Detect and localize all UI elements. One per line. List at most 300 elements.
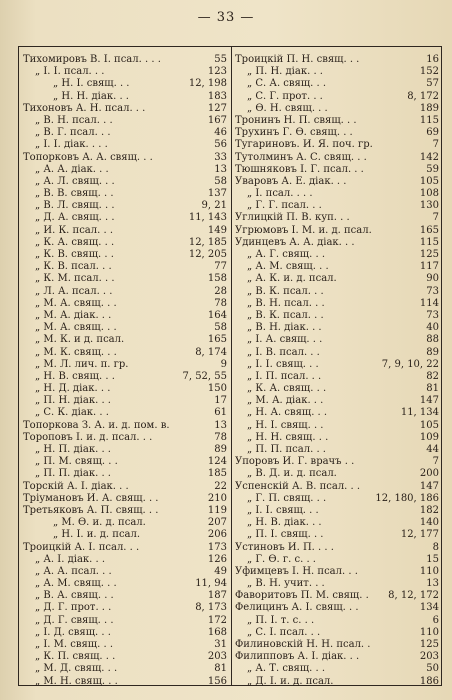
entry-page-refs: 137 xyxy=(207,188,227,200)
index-entry xyxy=(235,188,439,200)
entry-name: „ К. П. свящ. . . xyxy=(35,651,116,663)
index-entry xyxy=(235,103,439,115)
index-entry xyxy=(23,602,227,614)
index-entry xyxy=(23,383,227,395)
entry-page-refs: 109 xyxy=(419,431,439,443)
index-entry xyxy=(235,54,439,66)
entry-page-refs: 73 xyxy=(426,285,439,297)
entry-page-refs: 8, 173 xyxy=(195,602,227,614)
index-entry xyxy=(23,554,227,566)
index-entry xyxy=(23,139,227,151)
entry-name: Трухинъ Г. Ѳ. свящ. . . xyxy=(235,127,353,139)
entry-name: „ К. В. псал. . . xyxy=(35,261,112,273)
entry-name: „ А. А. діак. . . xyxy=(35,163,109,175)
entry-page-refs: 12, 180, 186 xyxy=(375,492,439,504)
entry-name: „ І. В. псал. . . xyxy=(247,346,320,358)
entry-page-refs: 149 xyxy=(207,224,227,236)
entry-page-refs: 115 xyxy=(419,236,439,248)
entry-page-refs: 11, 134 xyxy=(400,407,439,419)
index-entry xyxy=(235,444,439,456)
entry-page-refs: 203 xyxy=(207,651,227,663)
entry-page-refs: 183 xyxy=(207,90,227,102)
entry-name: „ И. К. псал. . . xyxy=(35,224,114,236)
entry-page-refs: 115 xyxy=(419,114,439,126)
entry-name: „ С. А. свящ. . . xyxy=(247,78,327,90)
entry-name: Удинцевъ А. А. діак. . . xyxy=(235,236,355,248)
entry-name: „ А. Г. свящ. . . xyxy=(247,249,325,260)
entry-page-refs: 58 xyxy=(214,175,227,187)
entry-page-refs: 165 xyxy=(419,224,439,236)
entry-name: „ В. Н. псал. . . xyxy=(247,297,325,309)
index-entry xyxy=(23,481,227,493)
index-entry xyxy=(235,359,439,371)
index-entry xyxy=(23,237,227,249)
entry-name: Филипповъ А. І. діак. . . xyxy=(235,651,360,663)
index-entry xyxy=(235,237,439,249)
index-entry xyxy=(235,78,439,90)
entry-page-refs: 89 xyxy=(214,444,227,455)
entry-page-refs: 78 xyxy=(214,431,227,443)
index-entry xyxy=(235,273,439,285)
entry-name: „ В. Д. и. д. псал. xyxy=(247,468,337,480)
index-entry xyxy=(23,310,227,322)
index-entry xyxy=(23,127,227,139)
index-entry xyxy=(235,127,439,139)
entry-name: Топоркова З. А. и. д. пом. в. xyxy=(23,419,170,431)
entry-page-refs: 130 xyxy=(419,200,439,212)
entry-name: Тороповъ І. и. д. псал. . . xyxy=(23,431,153,443)
index-entry xyxy=(235,566,439,578)
entry-page-refs: 49 xyxy=(214,565,227,577)
entry-page-refs: 105 xyxy=(419,175,439,187)
entry-page-refs: 12, 198 xyxy=(188,78,227,90)
entry-name: Третьяковъ А. П. свящ. . . xyxy=(23,504,159,516)
entry-page-refs: 124 xyxy=(207,456,227,468)
entry-page-refs: 150 xyxy=(207,383,227,395)
index-entry xyxy=(23,347,227,359)
index-entry xyxy=(23,420,227,432)
entry-page-refs: 187 xyxy=(207,590,227,602)
index-entry xyxy=(23,395,227,407)
index-entry xyxy=(23,432,227,444)
entry-name: „ Н. А. свящ. . . xyxy=(247,407,328,419)
entry-name: „ В. В. свящ. . . xyxy=(35,188,114,200)
index-entry xyxy=(235,639,439,651)
index-entry xyxy=(235,517,439,529)
index-entry xyxy=(23,651,227,663)
entry-name: Фаворитовъ П. М. свящ. . xyxy=(235,590,369,602)
entry-page-refs: 164 xyxy=(207,309,227,321)
entry-page-refs: 110 xyxy=(419,626,439,638)
entry-page-refs: 6 xyxy=(432,614,439,626)
entry-name: „ В. Г. псал. . . xyxy=(35,127,111,139)
index-entry xyxy=(235,249,439,261)
entry-name: Тюшняковъ І. Г. псал. . . xyxy=(235,163,364,175)
index-entry xyxy=(235,505,439,517)
entry-name: „ В. Н. діак. . . xyxy=(247,322,322,334)
entry-page-refs: 152 xyxy=(419,66,439,78)
index-entry xyxy=(235,66,439,78)
entry-page-refs: 7 xyxy=(432,212,439,224)
index-entry xyxy=(235,651,439,663)
entry-page-refs: 110 xyxy=(419,565,439,577)
entry-page-refs: 50 xyxy=(426,663,439,675)
entry-name: „ Н. В. діак. . . xyxy=(247,517,322,529)
entry-name: „ Д. Г. свящ. . . xyxy=(35,614,114,626)
entry-name: „ І. І. діак. . . . xyxy=(35,139,108,151)
entry-name: „ І. М. свящ. . . xyxy=(35,639,113,650)
index-entry xyxy=(235,347,439,359)
entry-page-refs: 69 xyxy=(426,127,439,139)
index-entry xyxy=(23,639,227,651)
entry-name: Упоровъ И. Г. врачъ . . xyxy=(235,456,355,468)
index-entry xyxy=(235,676,439,688)
index-entry xyxy=(23,468,227,480)
index-entry xyxy=(235,310,439,322)
entry-name: „ В. А. свящ. . . xyxy=(35,590,114,602)
index-entry xyxy=(235,542,439,554)
entry-page-refs: 8, 12, 172 xyxy=(388,590,439,602)
entry-name: „ М. К. и д. псал. xyxy=(35,334,125,346)
index-entry xyxy=(235,334,439,346)
entry-page-refs: 147 xyxy=(419,480,439,492)
entry-page-refs: 17 xyxy=(214,395,227,407)
entry-page-refs: 78 xyxy=(214,297,227,309)
entry-page-refs: 46 xyxy=(214,127,227,139)
entry-name: „ А. І. діак. . . xyxy=(35,553,106,565)
index-entry xyxy=(23,505,227,517)
entry-page-refs: 56 xyxy=(214,139,227,151)
index-entry xyxy=(23,115,227,127)
index-entry xyxy=(23,371,227,383)
entry-page-refs: 173 xyxy=(207,541,227,553)
index-entry xyxy=(235,286,439,298)
entry-name: „ Г. Г. псал. . . xyxy=(247,200,322,212)
entry-name: Уваровъ А. Е. діак. . . xyxy=(235,175,347,187)
index-entry xyxy=(235,578,439,590)
entry-name: „ П. Н. діак. . . xyxy=(35,395,111,407)
entry-page-refs: 186 xyxy=(419,675,439,687)
entry-name: „ А. Т. свящ. . . xyxy=(247,663,326,675)
index-entry xyxy=(23,407,227,419)
entry-name: „ М. А. діак. . . xyxy=(247,395,324,407)
index-entry xyxy=(235,212,439,224)
index-entry xyxy=(235,322,439,334)
index-entry xyxy=(235,529,439,541)
entry-name: „ В. Н. псал. . . xyxy=(35,114,113,126)
entry-page-refs: 13 xyxy=(214,163,227,175)
entry-name: „ К. М. псал. . . xyxy=(35,273,115,285)
index-entry xyxy=(235,115,439,127)
entry-name: „ М. Ѳ. и. д. псал. xyxy=(53,517,146,529)
entry-page-refs: 61 xyxy=(214,407,227,419)
index-entry xyxy=(235,298,439,310)
index-entry xyxy=(23,298,227,310)
entry-name: „ М. А. свящ. . . xyxy=(35,322,117,334)
entry-page-refs: 12, 185 xyxy=(188,236,227,248)
index-entry xyxy=(23,212,227,224)
entry-name: „ С. К. діак. . . xyxy=(35,407,109,419)
entry-name: „ Н. І. свящ. . . xyxy=(53,78,130,90)
index-entry xyxy=(23,103,227,115)
index-entry xyxy=(23,164,227,176)
entry-name: „ В. Л. свящ. . . xyxy=(35,200,115,212)
entry-page-refs: 8, 174 xyxy=(195,346,227,358)
entry-name: „ Н. Н. діак. . . xyxy=(53,90,129,102)
page-number: — 33 — xyxy=(197,10,255,25)
entry-name: „ М. Л. лич. п. гр. xyxy=(35,358,129,370)
index-entry xyxy=(235,200,439,212)
index-entry xyxy=(23,286,227,298)
entry-page-refs: 8 xyxy=(432,541,439,553)
entry-name: „ Н. П. діак. . . xyxy=(35,444,111,455)
index-entry xyxy=(23,517,227,529)
entry-name: Углицкій П. В. куп. . . xyxy=(235,212,350,224)
index-entry xyxy=(235,615,439,627)
entry-name: „ А. М. свящ. . . xyxy=(247,261,329,273)
entry-page-refs: 114 xyxy=(419,297,439,309)
entry-page-refs: 28 xyxy=(214,285,227,297)
entry-page-refs: 11, 94 xyxy=(195,578,227,590)
entry-page-refs: 73 xyxy=(426,309,439,321)
entry-name: „ С. Г. прот. . . xyxy=(247,90,323,102)
index-entry xyxy=(235,468,439,480)
entry-page-refs: 11, 143 xyxy=(188,212,227,224)
entry-name: Торскій А. І. діак. . . xyxy=(23,480,129,492)
entry-page-refs: 134 xyxy=(419,602,439,614)
entry-name: „ П. М. свящ. . . xyxy=(35,456,118,468)
entry-name: Тріумановъ И. А. свящ. . . xyxy=(23,492,159,504)
entry-name: „ К. А. свящ. . . xyxy=(35,236,115,248)
entry-page-refs: 13 xyxy=(214,419,227,431)
entry-page-refs: 77 xyxy=(214,261,227,273)
index-entry xyxy=(23,334,227,346)
index-entry xyxy=(23,273,227,285)
entry-page-refs: 125 xyxy=(419,249,439,260)
entry-page-refs: 156 xyxy=(207,675,227,687)
index-entry xyxy=(23,663,227,675)
entry-name: „ І. І. псал. . . xyxy=(35,66,105,78)
entry-page-refs: 89 xyxy=(426,346,439,358)
entry-name: „ В. К. псал. . . xyxy=(247,285,324,297)
entry-name: „ Ѳ. Н. свящ. . . xyxy=(247,102,328,114)
entry-page-refs: 7 xyxy=(432,139,439,151)
entry-page-refs: 185 xyxy=(207,468,227,480)
entry-page-refs: 7, 52, 55 xyxy=(182,370,227,382)
entry-page-refs: 58 xyxy=(214,322,227,334)
entry-page-refs: 9 xyxy=(220,358,227,370)
column-divider xyxy=(231,47,232,685)
entry-name: „ Г. П. свящ. . . xyxy=(247,492,327,504)
index-entry xyxy=(235,432,439,444)
entry-name: „ Н. І. и. д. псал. xyxy=(53,529,141,541)
entry-page-refs: 7 xyxy=(432,456,439,468)
entry-name: Троицкій А. І. псал. . . xyxy=(23,541,140,553)
entry-page-refs: 40 xyxy=(426,322,439,334)
index-entry xyxy=(235,481,439,493)
entry-page-refs: 8, 172 xyxy=(407,90,439,102)
index-entry xyxy=(235,371,439,383)
index-entry xyxy=(235,91,439,103)
entry-name: „ М. Д. свящ. . . xyxy=(35,663,118,675)
entry-page-refs: 88 xyxy=(426,334,439,346)
entry-page-refs: 119 xyxy=(207,504,227,516)
entry-name: „ Н. Н. свящ. . . xyxy=(247,431,329,443)
index-entry xyxy=(23,590,227,602)
entry-page-refs: 167 xyxy=(207,114,227,126)
entry-page-refs: 182 xyxy=(419,504,439,516)
index-entry xyxy=(235,139,439,151)
entry-page-refs: 210 xyxy=(207,492,227,504)
entry-name: „ П. І. т. с. . . xyxy=(247,614,315,626)
entry-name: „ П. Н. діак. . . xyxy=(247,66,323,78)
entry-page-refs: 90 xyxy=(426,273,439,285)
entry-page-refs: 207 xyxy=(207,517,227,529)
entry-page-refs: 33 xyxy=(214,151,227,163)
index-entry xyxy=(23,676,227,688)
entry-page-refs: 125 xyxy=(419,639,439,650)
entry-name: „ Д. Г. прот. . . xyxy=(35,602,112,614)
entry-name: Успенскій А. В. псал. . . xyxy=(235,480,361,492)
entry-name: Тихоновъ А. Н. псал. . . xyxy=(23,102,146,114)
entry-name: Тутолминъ А. С. свящ. . . xyxy=(235,151,367,163)
entry-page-refs: 81 xyxy=(426,383,439,395)
entry-page-refs: 140 xyxy=(419,517,439,529)
index-entry xyxy=(23,566,227,578)
index-entry xyxy=(235,225,439,237)
entry-page-refs: 82 xyxy=(426,370,439,382)
index-entry xyxy=(23,444,227,456)
entry-name: Тихомировъ В. І. псал. . . . xyxy=(23,54,161,65)
entry-page-refs: 158 xyxy=(207,273,227,285)
entry-page-refs: 13 xyxy=(426,578,439,590)
entry-name: Устиновъ И. П. . . . xyxy=(235,541,334,553)
index-entry xyxy=(235,164,439,176)
entry-name: „ М. К. свящ. . . xyxy=(35,346,117,358)
index-entry xyxy=(23,54,227,66)
entry-name: „ Д. І. и. д. псал. xyxy=(247,675,334,687)
entry-name: „ І. І. свящ. . . xyxy=(247,504,319,516)
entry-name: „ П. І. свящ. . . xyxy=(247,529,324,541)
entry-page-refs: 55 xyxy=(214,54,227,65)
entry-name: „ А. А. псал. . . xyxy=(35,565,112,577)
entry-page-refs: 12, 177 xyxy=(400,529,439,541)
entry-page-refs: 59 xyxy=(426,163,439,175)
entry-page-refs: 123 xyxy=(207,66,227,78)
entry-page-refs: 147 xyxy=(419,395,439,407)
entry-page-refs: 7, 9, 10, 22 xyxy=(381,358,439,370)
entry-page-refs: 168 xyxy=(207,626,227,638)
index-entry xyxy=(235,554,439,566)
entry-name: „ С. І. псал. . . xyxy=(247,626,321,638)
index-entry xyxy=(235,395,439,407)
entry-page-refs: 117 xyxy=(419,261,439,273)
index-entry xyxy=(23,542,227,554)
entry-name: „ Н. І. свящ. . . xyxy=(247,419,324,431)
entry-page-refs: 12, 205 xyxy=(188,249,227,260)
index-entry xyxy=(23,529,227,541)
entry-name: „ В. Н. учит. . . xyxy=(247,578,325,590)
entry-name: „ К. В. свящ. . . xyxy=(35,249,114,260)
entry-name: „ Д. А. свящ. . . xyxy=(35,212,115,224)
entry-page-refs: 81 xyxy=(214,663,227,675)
index-entry xyxy=(23,322,227,334)
index-entry xyxy=(23,188,227,200)
entry-name: „ І. І. свящ. . . xyxy=(247,358,319,370)
entry-name: „ Л. А. псал. . . xyxy=(35,285,113,297)
index-entry xyxy=(235,493,439,505)
index-entry xyxy=(235,590,439,602)
index-entry xyxy=(235,602,439,614)
entry-name: „ В. К. псал. . . xyxy=(247,309,324,321)
index-entry xyxy=(23,578,227,590)
entry-page-refs: 57 xyxy=(426,78,439,90)
entry-page-refs: 189 xyxy=(419,102,439,114)
entry-name: Фелицинъ А. І. свящ. . . xyxy=(235,602,359,614)
entry-page-refs: 165 xyxy=(207,334,227,346)
entry-page-refs: 22 xyxy=(214,480,227,492)
entry-name: Топорковъ А. А. свящ. . . xyxy=(23,151,153,163)
entry-page-refs: 9, 21 xyxy=(201,200,227,212)
index-table xyxy=(18,46,442,686)
entry-page-refs: 172 xyxy=(207,614,227,626)
index-entry xyxy=(23,627,227,639)
entry-name: Уфимцевъ І. Н. псал. . . xyxy=(235,565,358,577)
entry-name: Филиновскій Н. Н. псал. . xyxy=(235,639,371,650)
right-column xyxy=(235,54,439,688)
index-entry xyxy=(23,78,227,90)
entry-name: „ А. К. и. д. псал. xyxy=(247,273,337,285)
entry-name: „ К. А. свящ. . . xyxy=(247,383,327,395)
index-entry xyxy=(23,225,227,237)
entry-name: Тронинъ Н. П. свящ. . . xyxy=(235,114,357,126)
entry-page-refs: 126 xyxy=(207,553,227,565)
index-entry xyxy=(235,261,439,273)
index-entry xyxy=(23,261,227,273)
index-entry xyxy=(23,152,227,164)
entry-page-refs: 108 xyxy=(419,188,439,200)
index-entry xyxy=(23,249,227,261)
entry-name: „ А. М. свящ. . . xyxy=(35,578,117,590)
index-entry xyxy=(235,663,439,675)
index-entry xyxy=(235,420,439,432)
index-entry xyxy=(235,152,439,164)
left-column xyxy=(23,54,227,688)
index-entry xyxy=(23,359,227,371)
entry-name: „ М. Н. свящ. . . xyxy=(35,675,118,687)
index-entry xyxy=(235,383,439,395)
entry-page-refs: 200 xyxy=(419,468,439,480)
entry-name: „ Г. Ѳ. г. с. . . xyxy=(247,553,316,565)
index-entry xyxy=(23,456,227,468)
entry-name: „ М. А. свящ. . . xyxy=(35,297,117,309)
index-entry xyxy=(23,200,227,212)
entry-page-refs: 16 xyxy=(426,54,439,65)
index-entry xyxy=(23,91,227,103)
entry-page-refs: 142 xyxy=(419,151,439,163)
entry-name: Угрюмовъ І. М. и. д. псал. xyxy=(235,224,372,236)
index-entry xyxy=(23,176,227,188)
entry-page-refs: 31 xyxy=(214,639,227,650)
entry-name: „ П. П. діак. . . xyxy=(35,468,111,480)
entry-name: „ Н. Д. діак. . . xyxy=(35,383,111,395)
entry-name: Троицкій П. Н. свящ. . . xyxy=(235,54,360,65)
entry-name: „ І. Д. свящ. . . xyxy=(35,626,111,638)
entry-page-refs: 105 xyxy=(419,419,439,431)
entry-name: Тугариновъ. И. Я. поч. гр. xyxy=(235,139,373,151)
entry-page-refs: 206 xyxy=(207,529,227,541)
index-entry xyxy=(23,615,227,627)
